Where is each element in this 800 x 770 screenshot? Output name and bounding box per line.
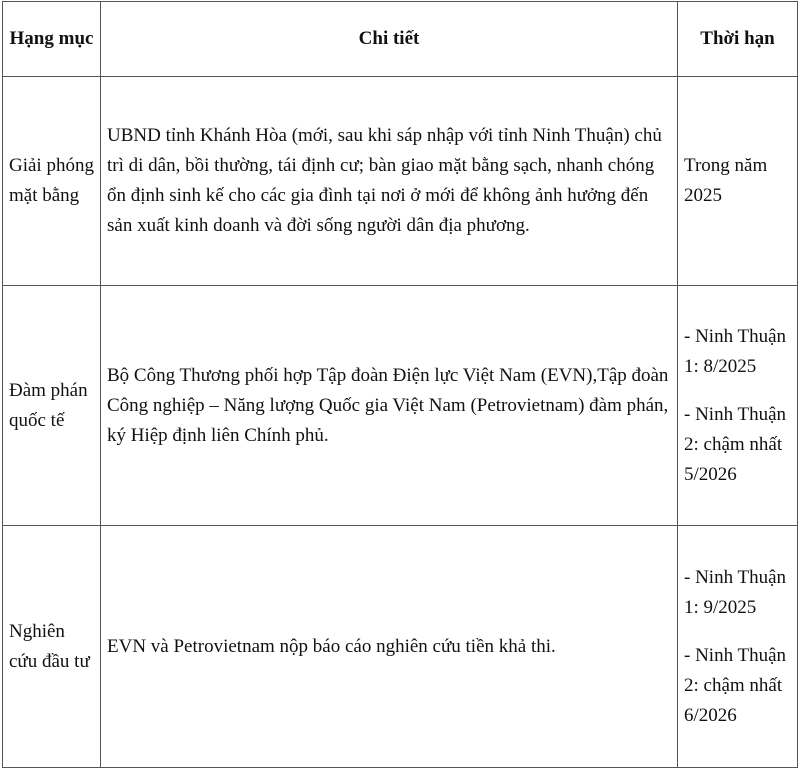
- row-category: Đàm phán quốc tế: [3, 286, 101, 526]
- row-deadline: [678, 77, 798, 286]
- schedule-table: [2, 1, 798, 768]
- deadline-item: - Ninh Thuận 1: 8/2025: [684, 325, 787, 377]
- table-row: [3, 77, 798, 286]
- table-row: [3, 286, 798, 526]
- row-category: Giải phóng mặt bằng: [3, 77, 101, 286]
- table-header-row: [3, 2, 798, 77]
- deadline-item: - Ninh Thuận 2: chậm nhất 6/2026: [684, 644, 787, 726]
- deadline-item: - Ninh Thuận 1: 9/2025: [684, 566, 787, 618]
- header-category: Hạng mục: [3, 2, 101, 77]
- deadline-item: - Ninh Thuận 2: chậm nhất 5/2026: [684, 403, 787, 485]
- row-deadline: [678, 286, 798, 526]
- row-deadline: [678, 526, 798, 768]
- row-detail: UBND tỉnh Khánh Hòa (mới, sau khi sáp nhập với tỉnh Ninh Thuận) chủ trì di dân, bồi thường, tái định cư; bàn giao mặt bằng sạch, nhanh chóng ổn định sinh kế cho các gia đình tại nơi ở mới để không ảnh hưởng đến sản xuất kinh doanh và đời sống người dân địa phương.: [101, 77, 678, 286]
- row-detail: Bộ Công Thương phối hợp Tập đoàn Điện lực Việt Nam (EVN),Tập đoàn Công nghiệp – Năng lượng Quốc gia Việt Nam (Petrovietnam) đàm phán, ký Hiệp định liên Chính phủ.: [101, 286, 678, 526]
- table-row: [3, 526, 798, 768]
- header-deadline: Thời hạn: [678, 2, 798, 77]
- row-detail: EVN và Petrovietnam nộp báo cáo nghiên cứu tiền khả thi.: [101, 526, 678, 768]
- deadline-item: Trong năm 2025: [684, 155, 768, 206]
- header-detail: Chi tiết: [101, 2, 678, 77]
- row-category: Nghiên cứu đầu tư: [3, 526, 101, 768]
